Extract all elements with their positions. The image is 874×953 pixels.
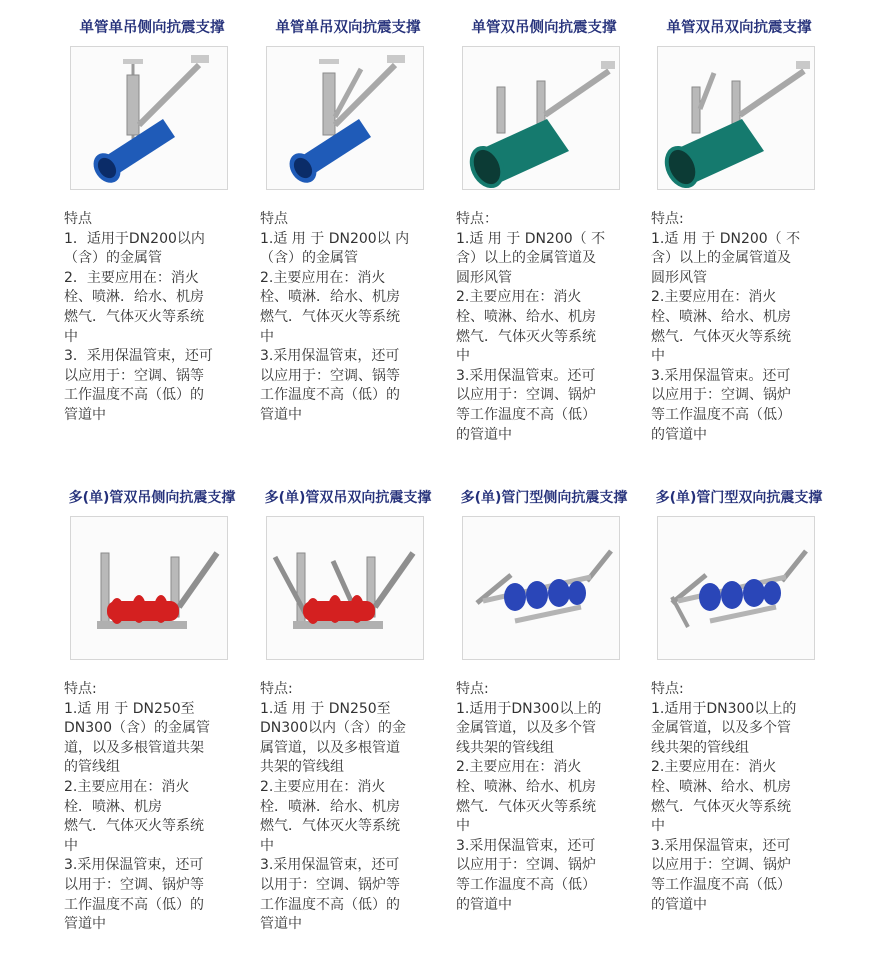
description-line: 1.适 用 于 DN200以 内 [260, 230, 410, 247]
description-line: 中 [651, 818, 665, 835]
description-line: 工作温度不高（低）的 [260, 896, 400, 913]
description-line: 管道中 [64, 916, 106, 933]
seismic-brace-illustration [463, 517, 619, 659]
description-line: 圆形风管 [456, 269, 512, 286]
description-line: 栓、喷淋．给水、机房 [260, 289, 400, 306]
description-line: 2.主要应用在：消火 [64, 778, 190, 795]
product-description [64, 210, 222, 426]
description-line: 等工作温度不高（低） [651, 876, 791, 893]
description-line: 含）以上的金属管道及 [456, 250, 596, 267]
description-line: 燃气．气体灭火等系统 [64, 308, 204, 325]
description-line: DN300以内（含）的金 [260, 720, 406, 737]
product-card [62, 14, 242, 426]
description-line: 以用于：空调、锅炉等 [64, 876, 204, 893]
description-line: 3.采用保温管束，还可 [651, 837, 791, 854]
description-line: 以应用于：空调、锅炉 [456, 857, 596, 874]
product-title: 多(单)管双吊双向抗震支撑 [264, 490, 432, 506]
description-line: 等工作温度不高（低） [456, 876, 596, 893]
description-line: 以应用于：空调、锅等 [260, 367, 400, 384]
seismic-brace-illustration [463, 47, 619, 189]
product-image [657, 516, 815, 660]
product-card [649, 14, 829, 445]
description-line: （含）的金属管 [260, 250, 358, 267]
description-line: 特点: [651, 211, 684, 227]
description-line: 的管道中 [651, 896, 707, 913]
description-line: 1．适用于DN200以内 [64, 230, 205, 247]
description-line: 燃气．气体灭火等系统 [456, 798, 596, 815]
description-line: 1.适 用 于 DN200（ 不 [651, 230, 801, 247]
description-line: 的管道中 [456, 426, 512, 443]
pipe [463, 119, 569, 189]
product-image [462, 46, 620, 190]
description-line: 工作温度不高（低）的 [64, 387, 204, 404]
description-line: 1.适 用 于 DN250至 [260, 700, 391, 717]
description-line: 栓．喷淋．给水、机房 [260, 798, 400, 815]
description-line: 的管道中 [456, 896, 512, 913]
description-line: 1.适用于DN300以上的 [456, 700, 602, 717]
description-line: 金属管道，以及多个管 [456, 720, 596, 737]
product-description [456, 210, 614, 445]
description-line: 属管道，以及多根管道 [260, 739, 400, 756]
description-line: 线共架的管线组 [651, 739, 749, 756]
description-line: 燃气．气体灭火等系统 [260, 308, 400, 325]
description-line: 3.采用保温管束，还可 [260, 857, 400, 874]
description-line: 栓．喷淋、机房 [64, 798, 162, 815]
seismic-brace-illustration [658, 47, 814, 189]
description-line: 1.适 用 于 DN250至 [64, 700, 195, 717]
product-description [651, 210, 809, 445]
description-line: 1.适 用 于 DN200（ 不 [456, 230, 606, 247]
product-description [651, 680, 809, 915]
description-line: 栓、喷淋、给水、机房 [456, 778, 596, 795]
description-line: 的管道中 [651, 426, 707, 443]
description-line: 以用于：空调、锅炉等 [260, 876, 400, 893]
description-line: 以应用于：空调、锅炉 [651, 387, 791, 404]
product-description [260, 680, 418, 935]
seismic-brace-illustration [267, 517, 423, 659]
description-line: 中 [260, 328, 274, 345]
description-line: 管道中 [260, 406, 302, 423]
product-title: 单管双吊双向抗震支撑 [666, 20, 812, 36]
description-line: 特点: [64, 681, 97, 697]
description-line: 以应用于：空调、锅炉 [651, 857, 791, 874]
description-line: 管道中 [64, 406, 106, 423]
description-line: 特点： [456, 211, 498, 227]
description-line: 燃气．气体灭火等系统 [64, 818, 204, 835]
description-line: （含）的金属管 [64, 250, 162, 267]
description-line: 以应用于：空调、锅等 [64, 367, 204, 384]
description-line: 等工作温度不高（低） [651, 406, 791, 423]
description-line: 共架的管线组 [260, 759, 344, 776]
description-line: 3.采用保温管束，还可 [456, 837, 596, 854]
description-line: 中 [456, 818, 470, 835]
seismic-brace-illustration [71, 47, 227, 189]
description-line: 1.适用于DN300以上的 [651, 700, 797, 717]
description-line: 特点 [260, 211, 288, 227]
seismic-brace-illustration [267, 47, 423, 189]
product-title: 多(单)管双吊侧向抗震支撑 [68, 490, 236, 506]
description-line: 栓、喷淋、给水、机房 [651, 308, 791, 325]
product-image [266, 516, 424, 660]
pipe [303, 595, 375, 624]
pipe [107, 595, 179, 624]
description-line: 的管线组 [64, 759, 120, 776]
description-line: 2.主要应用在：消火 [456, 289, 582, 306]
description-line: 燃气．气体灭火等系统 [651, 798, 791, 815]
description-line: 等工作温度不高（低） [456, 406, 596, 423]
description-line: 2.主要应用在：消火 [260, 269, 386, 286]
product-title: 单管双吊侧向抗震支撑 [471, 20, 617, 36]
description-line: 3.采用保温管束。还可 [651, 367, 791, 384]
product-card [649, 484, 829, 915]
description-line: 2.主要应用在：消火 [651, 759, 777, 776]
description-line: 线共架的管线组 [456, 739, 554, 756]
description-line: 以应用于：空调、锅炉 [456, 387, 596, 404]
description-line: 2.主要应用在：消火 [260, 778, 386, 795]
product-title: 单管单吊侧向抗震支撑 [79, 20, 225, 36]
product-card [454, 14, 634, 445]
product-card [258, 484, 438, 935]
description-line: 栓、喷淋．给水、机房 [64, 289, 204, 306]
description-line: DN300（含）的金属管 [64, 720, 210, 737]
description-line: 中 [456, 348, 470, 365]
description-line: 圆形风管 [651, 269, 707, 286]
description-line: 中 [651, 348, 665, 365]
product-description [456, 680, 614, 915]
product-description [260, 210, 418, 426]
product-image [266, 46, 424, 190]
description-line: 2.主要应用在：消火 [651, 289, 777, 306]
description-line: 2．主要应用在：消火 [64, 269, 199, 286]
description-line: 金属管道，以及多个管 [651, 720, 791, 737]
description-line: 3.采用保温管束，还可 [64, 857, 204, 874]
product-card [62, 484, 242, 935]
description-line: 中 [64, 328, 78, 345]
product-title: 单管单吊双向抗震支撑 [275, 20, 421, 36]
description-line: 3.采用保温管束，还可 [260, 348, 400, 365]
pipe [658, 119, 764, 189]
description-line: 燃气．气体灭火等系统 [651, 328, 791, 345]
product-title: 多(单)管门型双向抗震支撑 [655, 490, 823, 506]
description-line: 含）以上的金属管道及 [651, 250, 791, 267]
description-line: 2.主要应用在：消火 [456, 759, 582, 776]
product-description [64, 680, 222, 935]
product-card [454, 484, 634, 915]
description-line: 工作温度不高（低）的 [64, 896, 204, 913]
description-line: 特点: [456, 681, 489, 697]
seismic-brace-illustration [71, 517, 227, 659]
product-image [70, 516, 228, 660]
description-line: 3.采用保温管束。还可 [456, 367, 596, 384]
description-line: 工作温度不高（低）的 [260, 387, 400, 404]
description-line: 特点: [651, 681, 684, 697]
product-image [462, 516, 620, 660]
product-card [258, 14, 438, 426]
product-image [657, 46, 815, 190]
product-title: 多(单)管门型侧向抗震支撑 [460, 490, 628, 506]
description-line: 道，以及多根管道共架 [64, 739, 204, 756]
description-line: 管道中 [260, 916, 302, 933]
description-line: 中 [260, 837, 274, 854]
description-line: 中 [64, 837, 78, 854]
seismic-brace-illustration [658, 517, 814, 659]
description-line: 栓、喷淋、给水、机房 [651, 778, 791, 795]
description-line: 燃气．气体灭火等系统 [260, 818, 400, 835]
description-line: 特点 [64, 211, 92, 227]
description-line: 栓、喷淋、给水、机房 [456, 308, 596, 325]
description-line: 燃气．气体灭火等系统 [456, 328, 596, 345]
description-line: 特点: [260, 681, 293, 697]
product-image [70, 46, 228, 190]
description-line: 3．采用保温管束，还可 [64, 348, 213, 365]
